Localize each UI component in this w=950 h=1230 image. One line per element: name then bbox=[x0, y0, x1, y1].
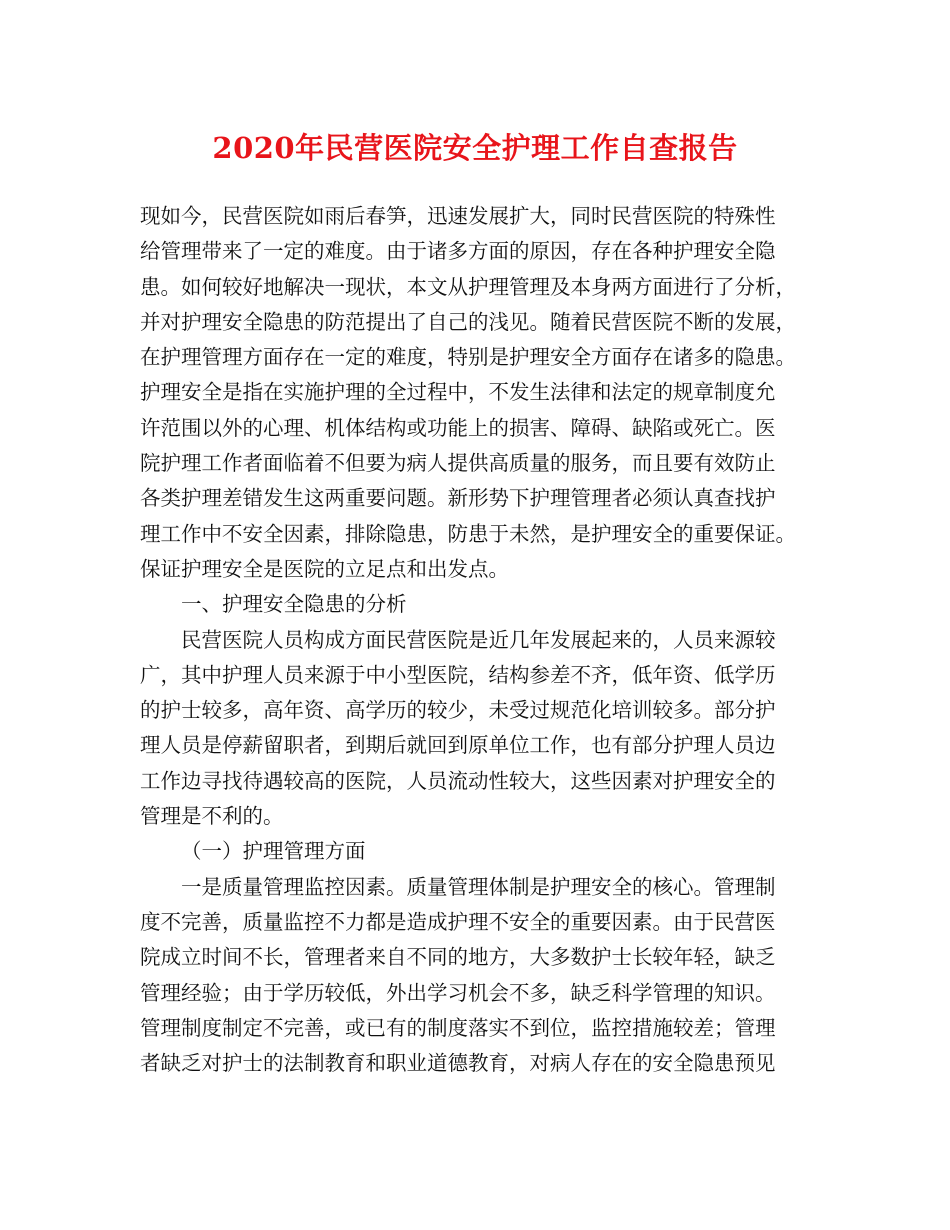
subsection-heading: （一）护理管理方面 bbox=[181, 839, 366, 864]
body-line: 保证护理安全是医院的立足点和出发点。 bbox=[140, 556, 509, 581]
body-line: 广，其中护理人员来源于中小型医院，结构参差不齐，低年资、低学历 bbox=[140, 662, 776, 687]
body-line: 院成立时间不长，管理者来自不同的地方，大多数护士长较年轻，缺乏 bbox=[140, 945, 776, 970]
body-line: 各类护理差错发生这两重要问题。新形势下护理管理者必须认真查找护 bbox=[140, 486, 776, 511]
body-line: 工作边寻找待遇较高的医院，人员流动性较大，这些因素对护理安全的 bbox=[140, 768, 776, 793]
body-line: 理工作中不安全因素，排除隐患，防患于未然，是护理安全的重要保证。 bbox=[140, 521, 796, 546]
body-line: 院护理工作者面临着不但要为病人提供高质量的服务，而且要有效防止 bbox=[140, 451, 776, 476]
document-title: 2020年民营医院安全护理工作自查报告 bbox=[212, 131, 738, 165]
body-line: 患。如何较好地解决一现状，本文从护理管理及本身两方面进行了分析， bbox=[140, 274, 796, 299]
body-line: 的护士较多，高年资、高学历的较少，未受过规范化培训较多。部分护 bbox=[140, 698, 776, 723]
body-line: 管理是不利的。 bbox=[140, 804, 284, 829]
body-line: 管理制度制定不完善，或已有的制度落实不到位，监控措施较差；管理 bbox=[140, 1015, 776, 1040]
document-body bbox=[140, 199, 820, 1081]
body-line: 者缺乏对护士的法制教育和职业道德教育，对病人存在的安全隐患预见 bbox=[140, 1051, 776, 1076]
body-line: 许范围以外的心理、机体结构或功能上的损害、障碍、缺陷或死亡。医 bbox=[140, 415, 776, 440]
body-line: 现如今，民营医院如雨后春笋，迅速发展扩大，同时民营医院的特殊性 bbox=[140, 204, 776, 228]
section-heading: 一、护理安全隐患的分析 bbox=[181, 592, 407, 617]
body-line: 护理安全是指在实施护理的全过程中，不发生法律和法定的规章制度允 bbox=[140, 380, 776, 405]
body-line: 管理经验；由于学历较低，外出学习机会不多，缺乏科学管理的知识。 bbox=[140, 980, 776, 1005]
body-line: 度不完善，质量监控不力都是造成护理不安全的重要因素。由于民营医 bbox=[140, 909, 776, 934]
body-line: 理人员是停薪留职者，到期后就回到原单位工作，也有部分护理人员边 bbox=[140, 733, 776, 758]
body-line: 一是质量管理监控因素。质量管理体制是护理安全的核心。管理制 bbox=[181, 874, 776, 899]
body-line: 并对护理安全隐患的防范提出了自己的浅见。随着民营医院不断的发展， bbox=[140, 309, 796, 334]
body-line: 给管理带来了一定的难度。由于诸多方面的原因，存在各种护理安全隐 bbox=[140, 239, 776, 264]
body-line: 在护理管理方面存在一定的难度，特别是护理安全方面存在诸多的隐患。 bbox=[140, 345, 796, 370]
body-line: 民营医院人员构成方面民营医院是近几年发展起来的，人员来源较 bbox=[181, 627, 776, 652]
